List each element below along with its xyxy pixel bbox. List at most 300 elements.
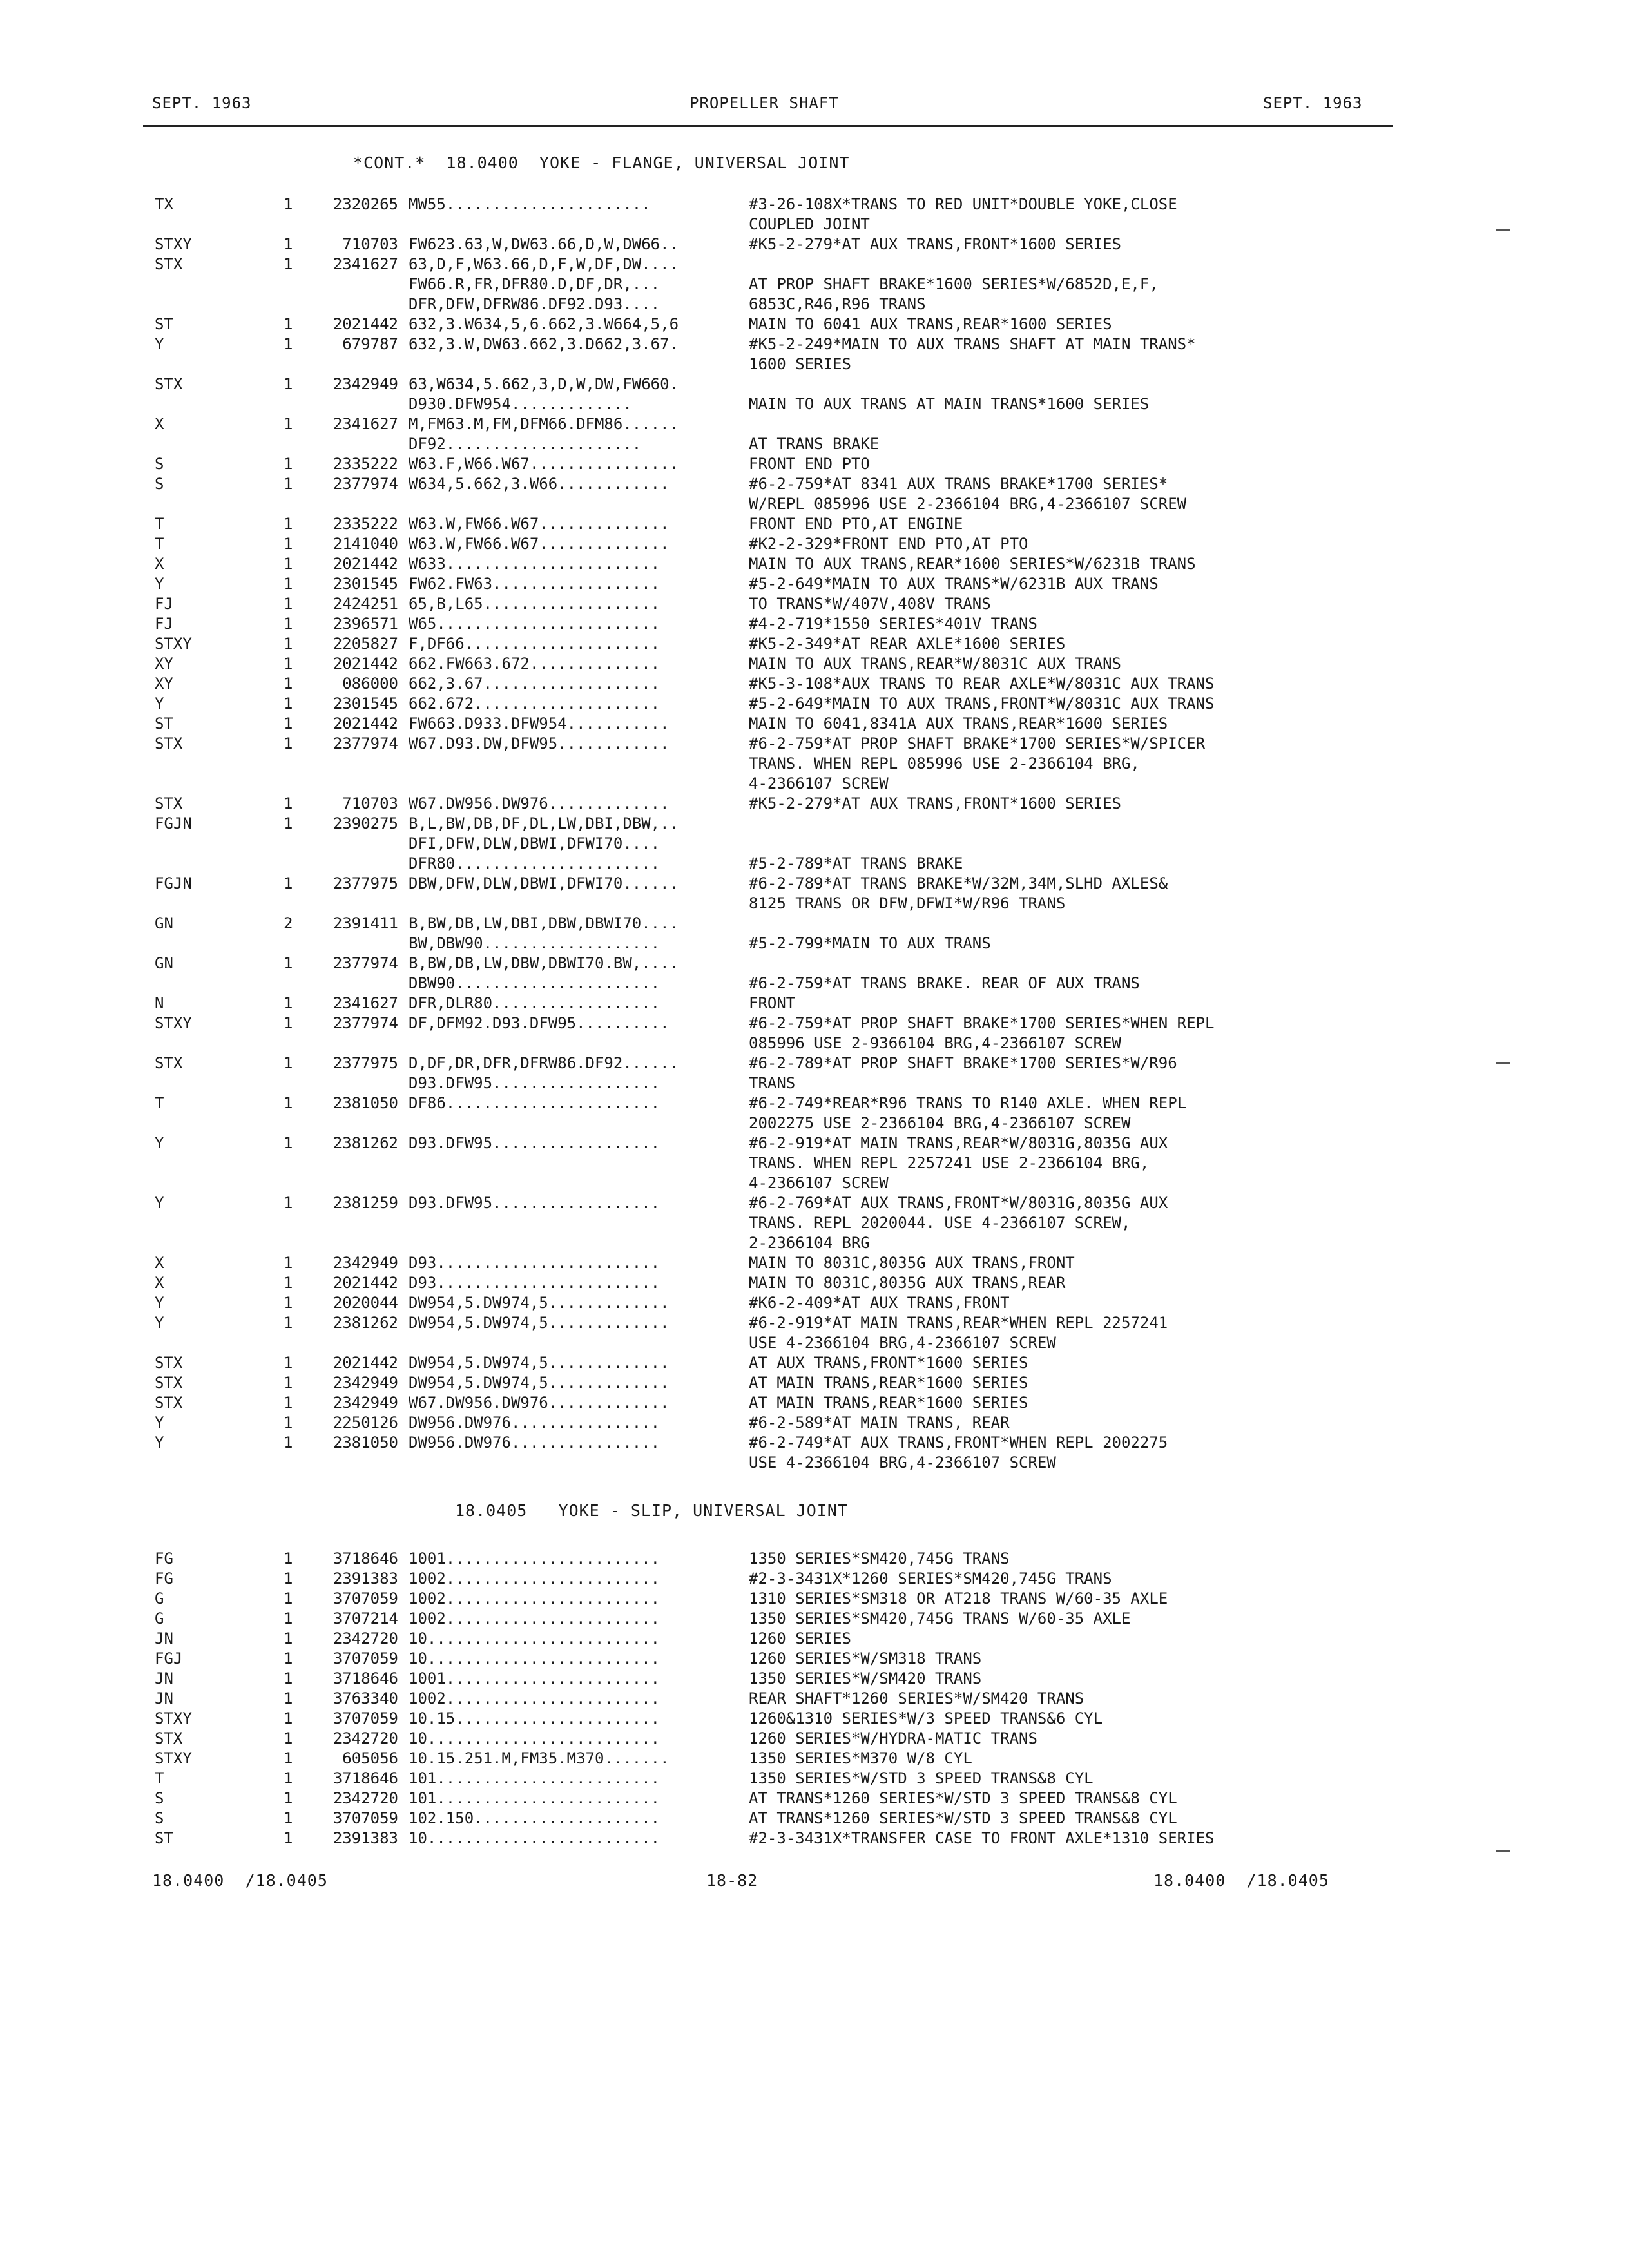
- model-code: GN: [155, 914, 173, 932]
- quantity: 1: [284, 794, 293, 812]
- parts-row: [0, 1313, 1629, 1333]
- part-number: 2381262: [333, 1314, 398, 1332]
- model-applicability: 1002.......................: [409, 1570, 660, 1588]
- quantity: 1: [284, 1829, 293, 1847]
- description: #6-2-589*AT MAIN TRANS, REAR: [749, 1414, 1010, 1432]
- model-applicability: DFR,DLR80..................: [409, 994, 660, 1012]
- part-number: 2424251: [333, 595, 398, 613]
- model-code: STX: [155, 735, 183, 753]
- parts-row: [0, 1569, 1629, 1589]
- part-number: 605056: [342, 1749, 398, 1767]
- model-applicability: W633.......................: [409, 555, 660, 573]
- model-code: STX: [155, 255, 183, 273]
- parts-row: [0, 1353, 1629, 1373]
- part-number: 2341627: [333, 255, 398, 273]
- section-title: 18.0405 YOKE - SLIP, UNIVERSAL JOINT: [455, 1501, 848, 1520]
- model-applicability: FW62.FW63..................: [409, 575, 660, 593]
- description: 6853C,R46,R96 TRANS: [749, 295, 926, 313]
- description: USE 4-2366104 BRG,4-2366107 SCREW: [749, 1454, 1056, 1472]
- description: #K5-2-349*AT REAR AXLE*1600 SERIES: [749, 635, 1066, 653]
- description: 1350 SERIES*W/STD 3 SPEED TRANS&8 CYL: [749, 1769, 1094, 1787]
- model-code: STX: [155, 1354, 183, 1372]
- description: FRONT: [749, 994, 796, 1012]
- description: TRANS. WHEN REPL 2257241 USE 2-2366104 BRG,: [749, 1154, 1150, 1172]
- parts-row: [0, 894, 1629, 914]
- description: AT TRANS*1260 SERIES*W/STD 3 SPEED TRANS&8 CYL: [749, 1789, 1177, 1807]
- parts-row: [0, 1253, 1629, 1273]
- model-code: Y: [155, 1314, 164, 1332]
- quantity: 1: [284, 575, 293, 593]
- description: #6-2-919*AT MAIN TRANS,REAR*WHEN REPL 2257241: [749, 1314, 1168, 1332]
- parts-row: [0, 1829, 1629, 1849]
- model-applicability: D93.DFW95..................: [409, 1074, 660, 1092]
- model-applicability: DFR,DFW,DFRW86.DF92.D93....: [409, 295, 660, 313]
- model-applicability: 101........................: [409, 1789, 660, 1807]
- part-number: 2021442: [333, 1354, 398, 1372]
- model-code: N: [155, 994, 164, 1012]
- model-code: S: [155, 455, 164, 473]
- model-code: STXY: [155, 635, 192, 653]
- part-number: 2141040: [333, 535, 398, 553]
- description: MAIN TO 8031C,8035G AUX TRANS,REAR: [749, 1274, 1066, 1292]
- part-number: 2021442: [333, 715, 398, 733]
- parts-row: [0, 594, 1629, 614]
- description: AT TRANS*1260 SERIES*W/STD 3 SPEED TRANS&8 CYL: [749, 1809, 1177, 1827]
- part-number: 2342720: [333, 1789, 398, 1807]
- model-applicability: W63.W,FW66.W67..............: [409, 535, 670, 553]
- parts-row: [0, 1073, 1629, 1093]
- model-applicability: FW663.D933.DFW954...........: [409, 715, 670, 733]
- part-number: 2377974: [333, 735, 398, 753]
- part-number: 2391411: [333, 914, 398, 932]
- description: 1350 SERIES*W/SM420 TRANS: [749, 1669, 982, 1687]
- model-code: STXY: [155, 235, 192, 253]
- description: MAIN TO AUX TRANS AT MAIN TRANS*1600 SERIES: [749, 395, 1150, 413]
- description: #6-2-759*AT TRANS BRAKE. REAR OF AUX TRANS: [749, 974, 1140, 992]
- model-applicability: 63,D,F,W63.66,D,F,W,DF,DW....: [409, 255, 679, 273]
- parts-row: [0, 334, 1629, 354]
- part-number: 2021442: [333, 655, 398, 673]
- model-code: Y: [155, 1294, 164, 1312]
- quantity: 1: [284, 1809, 293, 1827]
- model-code: JN: [155, 1669, 173, 1687]
- part-number: 3718646: [333, 1769, 398, 1787]
- parts-row: [0, 494, 1629, 514]
- model-applicability: FW66.R,FR,DFR80.D,DF,DR,...: [409, 275, 660, 293]
- parts-row: [0, 1433, 1629, 1453]
- model-code: X: [155, 1254, 164, 1272]
- parts-row: [0, 1549, 1629, 1569]
- model-applicability: 10.........................: [409, 1829, 660, 1847]
- part-number: 2342949: [333, 1374, 398, 1392]
- model-code: JN: [155, 1689, 173, 1707]
- parts-row: [0, 694, 1629, 714]
- part-number: 2377975: [333, 1054, 398, 1072]
- description: 1260&1310 SERIES*W/3 SPEED TRANS&6 CYL: [749, 1709, 1103, 1727]
- model-applicability: 102.150....................: [409, 1809, 660, 1827]
- model-applicability: W63.F,W66.W67................: [409, 455, 679, 473]
- parts-row: [0, 1113, 1629, 1133]
- parts-row: [0, 235, 1629, 255]
- model-code: X: [155, 1274, 164, 1292]
- quantity: 1: [284, 475, 293, 493]
- part-number: 3707059: [333, 1809, 398, 1827]
- description: USE 4-2366104 BRG,4-2366107 SCREW: [749, 1334, 1056, 1352]
- model-applicability: B,BW,DB,LW,DBW,DBWI70.BW,....: [409, 954, 679, 972]
- model-applicability: F,DF66.....................: [409, 635, 660, 653]
- header-rule: [143, 125, 1393, 127]
- parts-row: [0, 354, 1629, 374]
- description: MAIN TO 6041,8341A AUX TRANS,REAR*1600 SERIES: [749, 715, 1168, 733]
- part-number: 2342720: [333, 1629, 398, 1648]
- description: FRONT END PTO,AT ENGINE: [749, 515, 963, 533]
- description: #K2-2-329*FRONT END PTO,AT PTO: [749, 535, 1028, 553]
- model-code: STX: [155, 1394, 183, 1412]
- quantity: 1: [284, 315, 293, 333]
- footer-section-ref-right: 18.0400 /18.0405: [1153, 1871, 1329, 1890]
- model-code: FGJ: [155, 1649, 183, 1667]
- part-number: 2377974: [333, 1014, 398, 1032]
- model-applicability: DBW,DFW,DLW,DBWI,DFWI70......: [409, 874, 679, 892]
- model-applicability: DFI,DFW,DLW,DBWI,DFWI70....: [409, 834, 660, 852]
- part-number: 2381262: [333, 1134, 398, 1152]
- description: AT MAIN TRANS,REAR*1600 SERIES: [749, 1394, 1028, 1412]
- model-code: STX: [155, 1374, 183, 1392]
- quantity: 1: [284, 455, 293, 473]
- parts-row: [0, 374, 1629, 394]
- parts-row: [0, 654, 1629, 674]
- model-code: ST: [155, 715, 173, 733]
- description: #3-26-108X*TRANS TO RED UNIT*DOUBLE YOKE,CLOSE: [749, 195, 1177, 213]
- parts-row: [0, 974, 1629, 994]
- quantity: 2: [284, 914, 293, 932]
- model-applicability: D93........................: [409, 1274, 660, 1292]
- part-number: 2342949: [333, 375, 398, 393]
- model-code: FGJN: [155, 814, 192, 832]
- part-number: 2341627: [333, 415, 398, 433]
- model-applicability: D93........................: [409, 1254, 660, 1272]
- quantity: 1: [284, 255, 293, 273]
- parts-row: [0, 634, 1629, 654]
- model-applicability: 1001.......................: [409, 1669, 660, 1687]
- parts-row: [0, 754, 1629, 774]
- description: 1350 SERIES*SM420,745G TRANS W/60-35 AXLE: [749, 1610, 1131, 1628]
- quantity: 1: [284, 1194, 293, 1212]
- model-code: XY: [155, 655, 173, 673]
- parts-row: [0, 554, 1629, 574]
- description: MAIN TO AUX TRANS,REAR*1600 SERIES*W/6231B TRANS: [749, 555, 1196, 573]
- part-number: 2381050: [333, 1434, 398, 1452]
- description: TRANS: [749, 1074, 796, 1092]
- parts-row: [0, 514, 1629, 534]
- model-code: Y: [155, 695, 164, 713]
- description: 2002275 USE 2-2366104 BRG,4-2366107 SCREW: [749, 1114, 1131, 1132]
- parts-row: [0, 1033, 1629, 1053]
- model-applicability: 101........................: [409, 1769, 660, 1787]
- quantity: 1: [284, 1769, 293, 1787]
- model-applicability: 10.........................: [409, 1629, 660, 1648]
- model-code: STX: [155, 1054, 183, 1072]
- model-applicability: BW,DBW90...................: [409, 934, 660, 952]
- parts-row: [0, 874, 1629, 894]
- model-code: STXY: [155, 1014, 192, 1032]
- model-applicability: DW954,5.DW974,5.............: [409, 1374, 670, 1392]
- model-code: STXY: [155, 1709, 192, 1727]
- parts-row: [0, 1273, 1629, 1293]
- model-applicability: W65........................: [409, 615, 660, 633]
- description: MAIN TO 6041 AUX TRANS,REAR*1600 SERIES: [749, 315, 1112, 333]
- description: #K5-2-279*AT AUX TRANS,FRONT*1600 SERIES: [749, 794, 1121, 812]
- model-applicability: 662.672....................: [409, 695, 660, 713]
- quantity: 1: [284, 1014, 293, 1032]
- parts-row: [0, 414, 1629, 434]
- part-number: 2391383: [333, 1570, 398, 1588]
- parts-row: [0, 1789, 1629, 1809]
- parts-row: [0, 1729, 1629, 1749]
- description: AT AUX TRANS,FRONT*1600 SERIES: [749, 1354, 1028, 1372]
- parts-row: [0, 1649, 1629, 1669]
- model-applicability: 63,W634,5.662,3,D,W,DW,FW660.: [409, 375, 679, 393]
- part-number: 3707059: [333, 1709, 398, 1727]
- model-code: XY: [155, 675, 173, 693]
- part-number: 2021442: [333, 555, 398, 573]
- description: #K5-2-279*AT AUX TRANS,FRONT*1600 SERIES: [749, 235, 1121, 253]
- quantity: 1: [284, 535, 293, 553]
- model-applicability: 10.........................: [409, 1649, 660, 1667]
- parts-row: [0, 314, 1629, 334]
- model-applicability: 10.........................: [409, 1729, 660, 1747]
- description: #6-2-759*AT PROP SHAFT BRAKE*1700 SERIES*W/SPICER: [749, 735, 1206, 753]
- quantity: 1: [284, 715, 293, 733]
- quantity: 1: [284, 1354, 293, 1372]
- model-applicability: W63.W,FW66.W67..............: [409, 515, 670, 533]
- description: AT PROP SHAFT BRAKE*1600 SERIES*W/6852D,E,F,: [749, 275, 1159, 293]
- description: 1600 SERIES: [749, 355, 851, 373]
- quantity: 1: [284, 1689, 293, 1707]
- model-applicability: DFR80......................: [409, 854, 660, 872]
- quantity: 1: [284, 335, 293, 353]
- margin-mark: [1496, 1062, 1510, 1064]
- parts-row: [0, 1453, 1629, 1473]
- parts-row: [0, 1373, 1629, 1393]
- part-number: 3707059: [333, 1649, 398, 1667]
- description: 085996 USE 2-9366104 BRG,4-2366107 SCREW: [749, 1034, 1121, 1052]
- description: 1260 SERIES: [749, 1629, 851, 1648]
- description: FRONT END PTO: [749, 455, 870, 473]
- model-applicability: W67.D93.DW,DFW95............: [409, 735, 670, 753]
- model-applicability: W67.DW956.DW976.............: [409, 794, 670, 812]
- description: REAR SHAFT*1260 SERIES*W/SM420 TRANS: [749, 1689, 1084, 1707]
- part-number: 2320265: [333, 195, 398, 213]
- model-code: GN: [155, 954, 173, 972]
- quantity: 1: [284, 1590, 293, 1608]
- model-code: T: [155, 515, 164, 533]
- model-code: TX: [155, 195, 173, 213]
- header-title: PROPELLER SHAFT: [689, 94, 839, 112]
- description: 2-2366104 BRG: [749, 1234, 870, 1252]
- parts-row: [0, 734, 1629, 754]
- part-number: 086000: [342, 675, 398, 693]
- description: #5-2-789*AT TRANS BRAKE: [749, 854, 963, 872]
- parts-row: [0, 1629, 1629, 1649]
- model-code: X: [155, 555, 164, 573]
- parts-row: [0, 1709, 1629, 1729]
- model-applicability: W67.DW956.DW976.............: [409, 1394, 670, 1412]
- model-applicability: M,FM63.M,FM,DFM66.DFM86......: [409, 415, 679, 433]
- description: #2-3-3431X*TRANSFER CASE TO FRONT AXLE*1310 SERIES: [749, 1829, 1215, 1847]
- parts-row: [0, 1689, 1629, 1709]
- quantity: 1: [284, 1254, 293, 1272]
- footer-page-number: 18-82: [706, 1871, 758, 1890]
- parts-row: [0, 1153, 1629, 1173]
- model-applicability: DBW90......................: [409, 974, 660, 992]
- quantity: 1: [284, 874, 293, 892]
- model-code: T: [155, 535, 164, 553]
- model-code: Y: [155, 1434, 164, 1452]
- part-number: 2377975: [333, 874, 398, 892]
- part-number: 2390275: [333, 814, 398, 832]
- description: #5-2-649*MAIN TO AUX TRANS*W/6231B AUX TRANS: [749, 575, 1159, 593]
- model-code: STXY: [155, 1749, 192, 1767]
- quantity: 1: [284, 735, 293, 753]
- model-code: ST: [155, 315, 173, 333]
- part-number: 3707214: [333, 1610, 398, 1628]
- quantity: 1: [284, 1669, 293, 1687]
- quantity: 1: [284, 1570, 293, 1588]
- model-applicability: DW954,5.DW974,5.............: [409, 1294, 670, 1312]
- quantity: 1: [284, 615, 293, 633]
- parts-row: [0, 814, 1629, 834]
- parts-row: [0, 614, 1629, 634]
- description: 1260 SERIES*W/HYDRA-MATIC TRANS: [749, 1729, 1037, 1747]
- parts-row: [0, 434, 1629, 454]
- model-applicability: DW956.DW976................: [409, 1414, 660, 1432]
- description: TRANS. REPL 2020044. USE 4-2366107 SCREW,: [749, 1214, 1131, 1232]
- model-code: STX: [155, 794, 183, 812]
- model-applicability: 632,3.W634,5,6.662,3.W664,5,6: [409, 315, 679, 333]
- description: #4-2-719*1550 SERIES*401V TRANS: [749, 615, 1037, 633]
- description: MAIN TO 8031C,8035G AUX TRANS,FRONT: [749, 1254, 1075, 1272]
- part-number: 2301545: [333, 575, 398, 593]
- quantity: 1: [284, 1610, 293, 1628]
- model-applicability: DW954,5.DW974,5.............: [409, 1354, 670, 1372]
- model-applicability: 10.15......................: [409, 1709, 660, 1727]
- description: #6-2-919*AT MAIN TRANS,REAR*W/8031G,8035G AUX: [749, 1134, 1168, 1152]
- part-number: 2335222: [333, 455, 398, 473]
- part-number: 3707059: [333, 1590, 398, 1608]
- model-applicability: D,DF,DR,DFR,DFRW86.DF92......: [409, 1054, 679, 1072]
- parts-row: [0, 954, 1629, 974]
- model-applicability: DW956.DW976................: [409, 1434, 660, 1452]
- description: #5-2-799*MAIN TO AUX TRANS: [749, 934, 991, 952]
- quantity: 1: [284, 195, 293, 213]
- quantity: 1: [284, 1134, 293, 1152]
- quantity: 1: [284, 1394, 293, 1412]
- part-number: 710703: [342, 235, 398, 253]
- model-applicability: 1001.......................: [409, 1550, 660, 1568]
- model-code: T: [155, 1094, 164, 1112]
- parts-row: [0, 1093, 1629, 1113]
- quantity: 1: [284, 695, 293, 713]
- description: AT MAIN TRANS,REAR*1600 SERIES: [749, 1374, 1028, 1392]
- parts-list: [0, 1549, 1629, 1849]
- quantity: 1: [284, 515, 293, 533]
- model-code: T: [155, 1769, 164, 1787]
- margin-mark: [1496, 1850, 1510, 1852]
- model-code: JN: [155, 1629, 173, 1648]
- parts-row: [0, 274, 1629, 294]
- model-applicability: 662,3.67...................: [409, 675, 660, 693]
- model-code: X: [155, 415, 164, 433]
- footer-section-ref-left: 18.0400 /18.0405: [152, 1871, 328, 1890]
- parts-row: [0, 534, 1629, 554]
- description: #K5-2-249*MAIN TO AUX TRANS SHAFT AT MAIN TRANS*: [749, 335, 1196, 353]
- model-applicability: DF,DFM92.D93.DFW95..........: [409, 1014, 670, 1032]
- part-number: 2341627: [333, 994, 398, 1012]
- parts-row: [0, 1333, 1629, 1353]
- margin-mark: [1496, 229, 1510, 231]
- part-number: 2391383: [333, 1829, 398, 1847]
- model-applicability: 65,B,L65...................: [409, 595, 660, 613]
- model-code: FGJN: [155, 874, 192, 892]
- parts-row: [0, 474, 1629, 494]
- part-number: 2396571: [333, 615, 398, 633]
- parts-row: [0, 1193, 1629, 1213]
- part-number: 2021442: [333, 1274, 398, 1292]
- description: 1350 SERIES*SM420,745G TRANS: [749, 1550, 1010, 1568]
- parts-row: [0, 834, 1629, 854]
- model-applicability: D930.DFW954.............: [409, 395, 632, 413]
- header-date-right: SEPT. 1963: [1263, 94, 1363, 112]
- quantity: 1: [284, 1314, 293, 1332]
- part-number: 2021442: [333, 315, 398, 333]
- parts-row: [0, 1609, 1629, 1629]
- quantity: 1: [284, 1789, 293, 1807]
- model-code: S: [155, 475, 164, 493]
- quantity: 1: [284, 1374, 293, 1392]
- part-number: 3718646: [333, 1550, 398, 1568]
- description: 8125 TRANS OR DFW,DFWI*W/R96 TRANS: [749, 894, 1066, 912]
- quantity: 1: [284, 814, 293, 832]
- quantity: 1: [284, 1749, 293, 1767]
- quantity: 1: [284, 1274, 293, 1292]
- parts-row: [0, 714, 1629, 734]
- parts-row: [0, 1053, 1629, 1073]
- model-code: STX: [155, 1729, 183, 1747]
- model-code: G: [155, 1610, 164, 1628]
- quantity: 1: [284, 1649, 293, 1667]
- description: #6-2-789*AT PROP SHAFT BRAKE*1700 SERIES*W/R96: [749, 1054, 1177, 1072]
- parts-row: [0, 255, 1629, 274]
- parts-row: [0, 674, 1629, 694]
- description: #6-2-749*AT AUX TRANS,FRONT*WHEN REPL 2002275: [749, 1434, 1168, 1452]
- section-title: *CONT.* 18.0400 YOKE - FLANGE, UNIVERSAL JOINT: [353, 153, 850, 172]
- quantity: 1: [284, 1729, 293, 1747]
- quantity: 1: [284, 1629, 293, 1648]
- model-applicability: MW55......................: [409, 195, 651, 213]
- quantity: 1: [284, 994, 293, 1012]
- description: #6-2-769*AT AUX TRANS,FRONT*W/8031G,8035G AUX: [749, 1194, 1168, 1212]
- part-number: 2342949: [333, 1394, 398, 1412]
- model-applicability: 662.FW663.672..............: [409, 655, 660, 673]
- description: W/REPL 085996 USE 2-2366104 BRG,4-2366107 SCREW: [749, 495, 1187, 513]
- description: #6-2-759*AT 8341 AUX TRANS BRAKE*1700 SERIES*: [749, 475, 1168, 493]
- model-code: ST: [155, 1829, 173, 1847]
- model-applicability: 1002.......................: [409, 1610, 660, 1628]
- model-applicability: D93.DFW95..................: [409, 1194, 660, 1212]
- parts-row: [0, 1393, 1629, 1413]
- parts-row: [0, 1233, 1629, 1253]
